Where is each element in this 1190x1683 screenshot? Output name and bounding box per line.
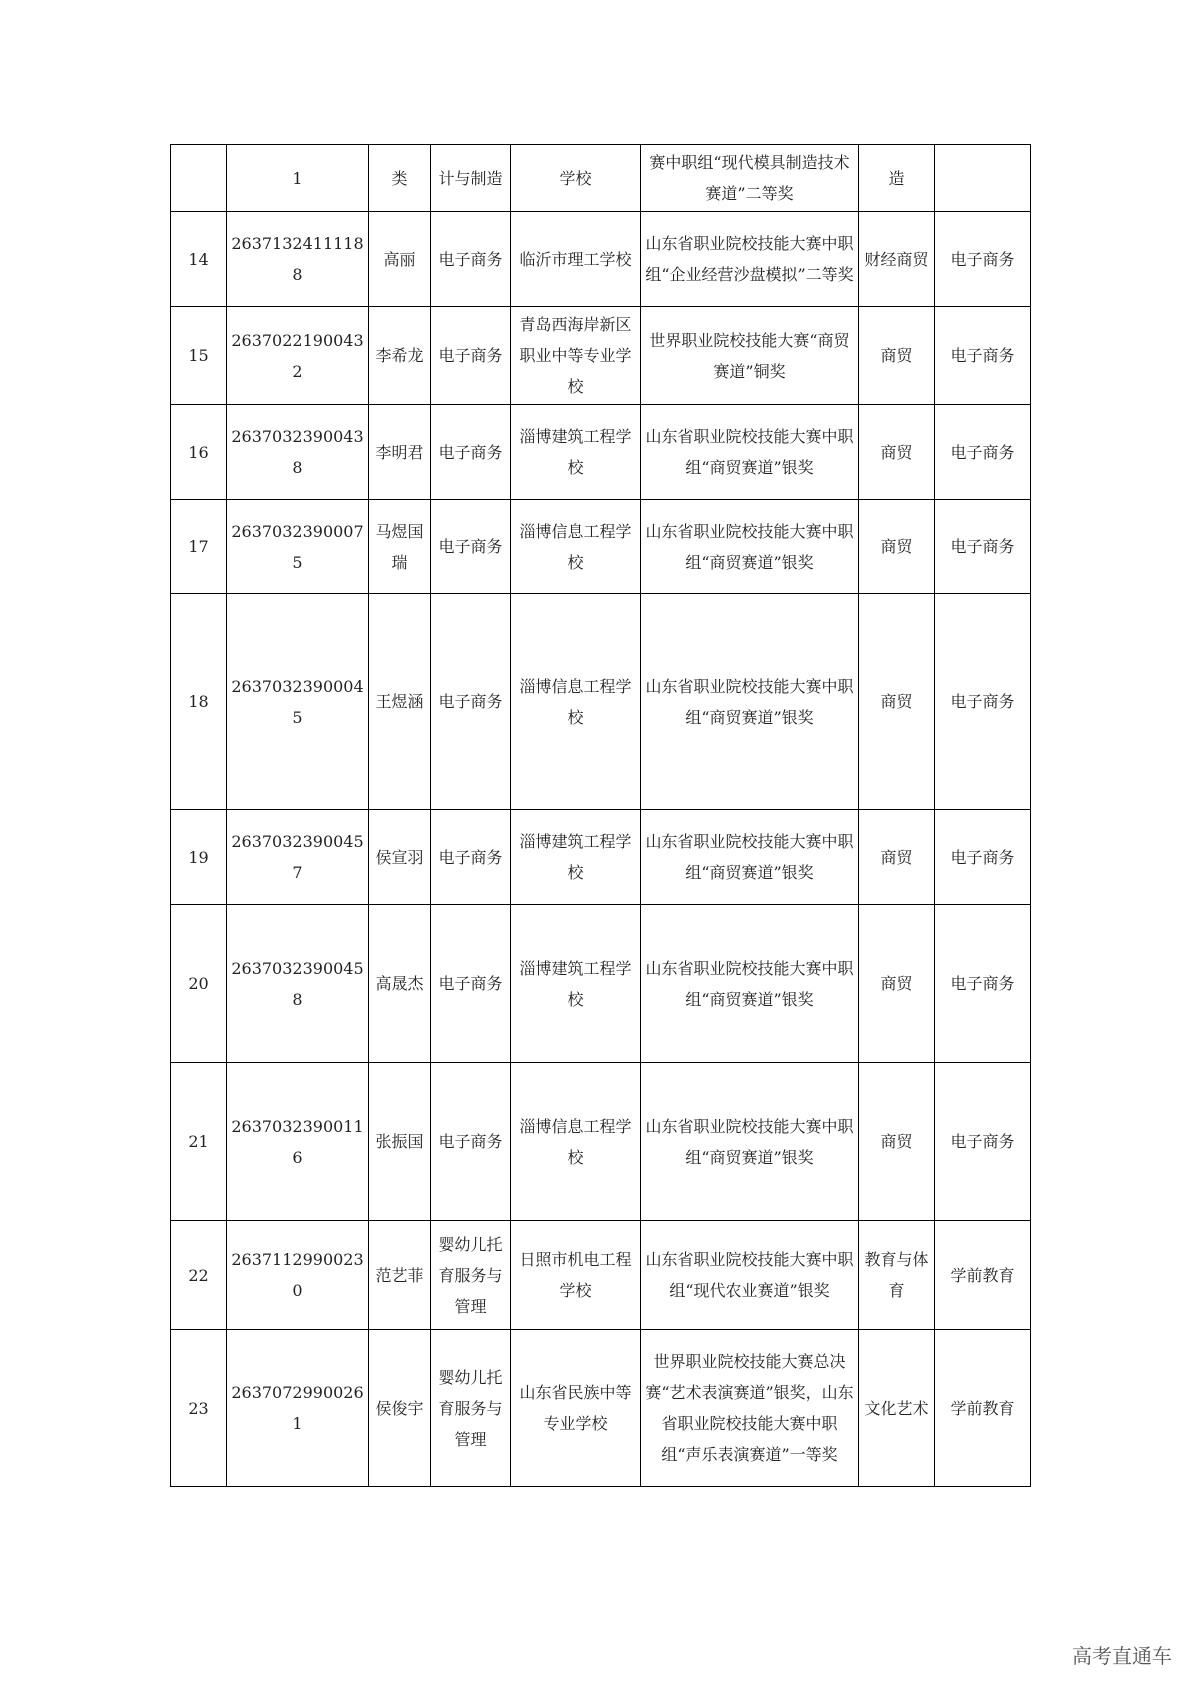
student-name-cell: 李希龙 <box>369 307 431 405</box>
major-cell: 电子商务 <box>431 905 511 1063</box>
exam-major-cell: 电子商务 <box>935 1063 1031 1221</box>
award-cell: 山东省职业院校技能大赛中职组“企业经营沙盘模拟”二等奖 <box>641 212 859 307</box>
school-cell: 临沂市理工学校 <box>511 212 641 307</box>
registration-number-cell: 26370323900457 <box>227 810 369 905</box>
student-name-cell: 侯宣羽 <box>369 810 431 905</box>
row-number-cell: 14 <box>171 212 227 307</box>
table-row <box>171 500 1031 594</box>
registration-number-cell: 26370221900432 <box>227 307 369 405</box>
major-cell: 婴幼儿托育服务与管理 <box>431 1221 511 1330</box>
exam-major-cell: 学前教育 <box>935 1330 1031 1487</box>
student-name-cell: 侯俊宇 <box>369 1330 431 1487</box>
watermark: 高考直通车 <box>1072 1644 1172 1668</box>
exam-major-cell: 学前教育 <box>935 1221 1031 1330</box>
category-cell: 财经商贸 <box>859 212 935 307</box>
exam-major-cell <box>935 145 1031 212</box>
row-number-cell: 22 <box>171 1221 227 1330</box>
exam-major-cell: 电子商务 <box>935 307 1031 405</box>
exam-major-cell: 电子商务 <box>935 905 1031 1063</box>
student-name-cell: 高晟杰 <box>369 905 431 1063</box>
award-cell: 山东省职业院校技能大赛中职组“商贸赛道”银奖 <box>641 405 859 500</box>
major-cell: 电子商务 <box>431 307 511 405</box>
major-cell: 电子商务 <box>431 500 511 594</box>
student-name-cell: 马煜国瑞 <box>369 500 431 594</box>
row-number-cell: 23 <box>171 1330 227 1487</box>
school-cell: 淄博信息工程学校 <box>511 500 641 594</box>
award-cell: 山东省职业院校技能大赛中职组“现代农业赛道”银奖 <box>641 1221 859 1330</box>
major-cell: 电子商务 <box>431 1063 511 1221</box>
school-cell: 日照市机电工程学校 <box>511 1221 641 1330</box>
award-cell: 山东省职业院校技能大赛中职组“商贸赛道”银奖 <box>641 1063 859 1221</box>
table-row <box>171 905 1031 1063</box>
award-cell: 山东省职业院校技能大赛中职组“商贸赛道”银奖 <box>641 500 859 594</box>
table-row <box>171 1063 1031 1221</box>
award-cell: 山东省职业院校技能大赛中职组“商贸赛道”银奖 <box>641 594 859 810</box>
student-name-cell: 范艺菲 <box>369 1221 431 1330</box>
table-row <box>171 405 1031 500</box>
registration-number-cell: 26370323900045 <box>227 594 369 810</box>
student-name-cell: 王煜涵 <box>369 594 431 810</box>
registration-number-cell: 1 <box>227 145 369 212</box>
school-cell: 淄博信息工程学校 <box>511 1063 641 1221</box>
major-cell: 电子商务 <box>431 405 511 500</box>
category-cell: 商贸 <box>859 810 935 905</box>
school-cell: 淄博信息工程学校 <box>511 594 641 810</box>
row-number-cell <box>171 145 227 212</box>
row-number-cell: 18 <box>171 594 227 810</box>
student-name-cell: 李明君 <box>369 405 431 500</box>
table-row <box>171 594 1031 810</box>
table-body <box>171 145 1031 1487</box>
major-cell: 电子商务 <box>431 594 511 810</box>
major-cell: 计与制造 <box>431 145 511 212</box>
award-cell: 世界职业院校技能大赛“商贸赛道”铜奖 <box>641 307 859 405</box>
registration-number-cell: 26370729900261 <box>227 1330 369 1487</box>
registration-number-cell: 26371324111188 <box>227 212 369 307</box>
row-number-cell: 15 <box>171 307 227 405</box>
row-number-cell: 17 <box>171 500 227 594</box>
award-cell: 赛中职组“现代模具制造技术赛道”二等奖 <box>641 145 859 212</box>
school-cell: 淄博建筑工程学校 <box>511 810 641 905</box>
exam-major-cell: 电子商务 <box>935 500 1031 594</box>
registration-number-cell: 26370323900075 <box>227 500 369 594</box>
major-cell: 婴幼儿托育服务与管理 <box>431 1330 511 1487</box>
exam-major-cell: 电子商务 <box>935 405 1031 500</box>
student-name-cell: 张振国 <box>369 1063 431 1221</box>
registration-number-cell: 26370323900438 <box>227 405 369 500</box>
exam-major-cell: 电子商务 <box>935 810 1031 905</box>
row-number-cell: 19 <box>171 810 227 905</box>
table-row <box>171 810 1031 905</box>
award-cell: 世界职业院校技能大赛总决赛“艺术表演赛道”银奖，山东省职业院校技能大赛中职组“声乐表演赛道”一等奖 <box>641 1330 859 1487</box>
school-cell: 青岛西海岸新区职业中等专业学校 <box>511 307 641 405</box>
row-number-cell: 21 <box>171 1063 227 1221</box>
award-cell: 山东省职业院校技能大赛中职组“商贸赛道”银奖 <box>641 810 859 905</box>
school-cell: 淄博建筑工程学校 <box>511 405 641 500</box>
major-cell: 电子商务 <box>431 810 511 905</box>
row-number-cell: 16 <box>171 405 227 500</box>
school-cell: 学校 <box>511 145 641 212</box>
category-cell: 商贸 <box>859 500 935 594</box>
row-number-cell: 20 <box>171 905 227 1063</box>
student-name-cell: 高丽 <box>369 212 431 307</box>
school-cell: 山东省民族中等专业学校 <box>511 1330 641 1487</box>
table-row <box>171 307 1031 405</box>
student-name-cell: 类 <box>369 145 431 212</box>
registration-number-cell: 26370323900116 <box>227 1063 369 1221</box>
category-cell: 商贸 <box>859 1063 935 1221</box>
category-cell: 商贸 <box>859 594 935 810</box>
category-cell: 商贸 <box>859 405 935 500</box>
table-row <box>171 145 1031 212</box>
award-cell: 山东省职业院校技能大赛中职组“商贸赛道”银奖 <box>641 905 859 1063</box>
major-cell: 电子商务 <box>431 212 511 307</box>
category-cell: 商贸 <box>859 905 935 1063</box>
exam-major-cell: 电子商务 <box>935 212 1031 307</box>
table-row <box>171 1221 1031 1330</box>
category-cell: 文化艺术 <box>859 1330 935 1487</box>
category-cell: 商贸 <box>859 307 935 405</box>
school-cell: 淄博建筑工程学校 <box>511 905 641 1063</box>
exam-major-cell: 电子商务 <box>935 594 1031 810</box>
category-cell: 教育与体育 <box>859 1221 935 1330</box>
registration-number-cell: 26371129900230 <box>227 1221 369 1330</box>
registration-number-cell: 26370323900458 <box>227 905 369 1063</box>
table-row <box>171 212 1031 307</box>
category-cell: 造 <box>859 145 935 212</box>
roster-table <box>170 144 1031 1487</box>
table-row <box>171 1330 1031 1487</box>
